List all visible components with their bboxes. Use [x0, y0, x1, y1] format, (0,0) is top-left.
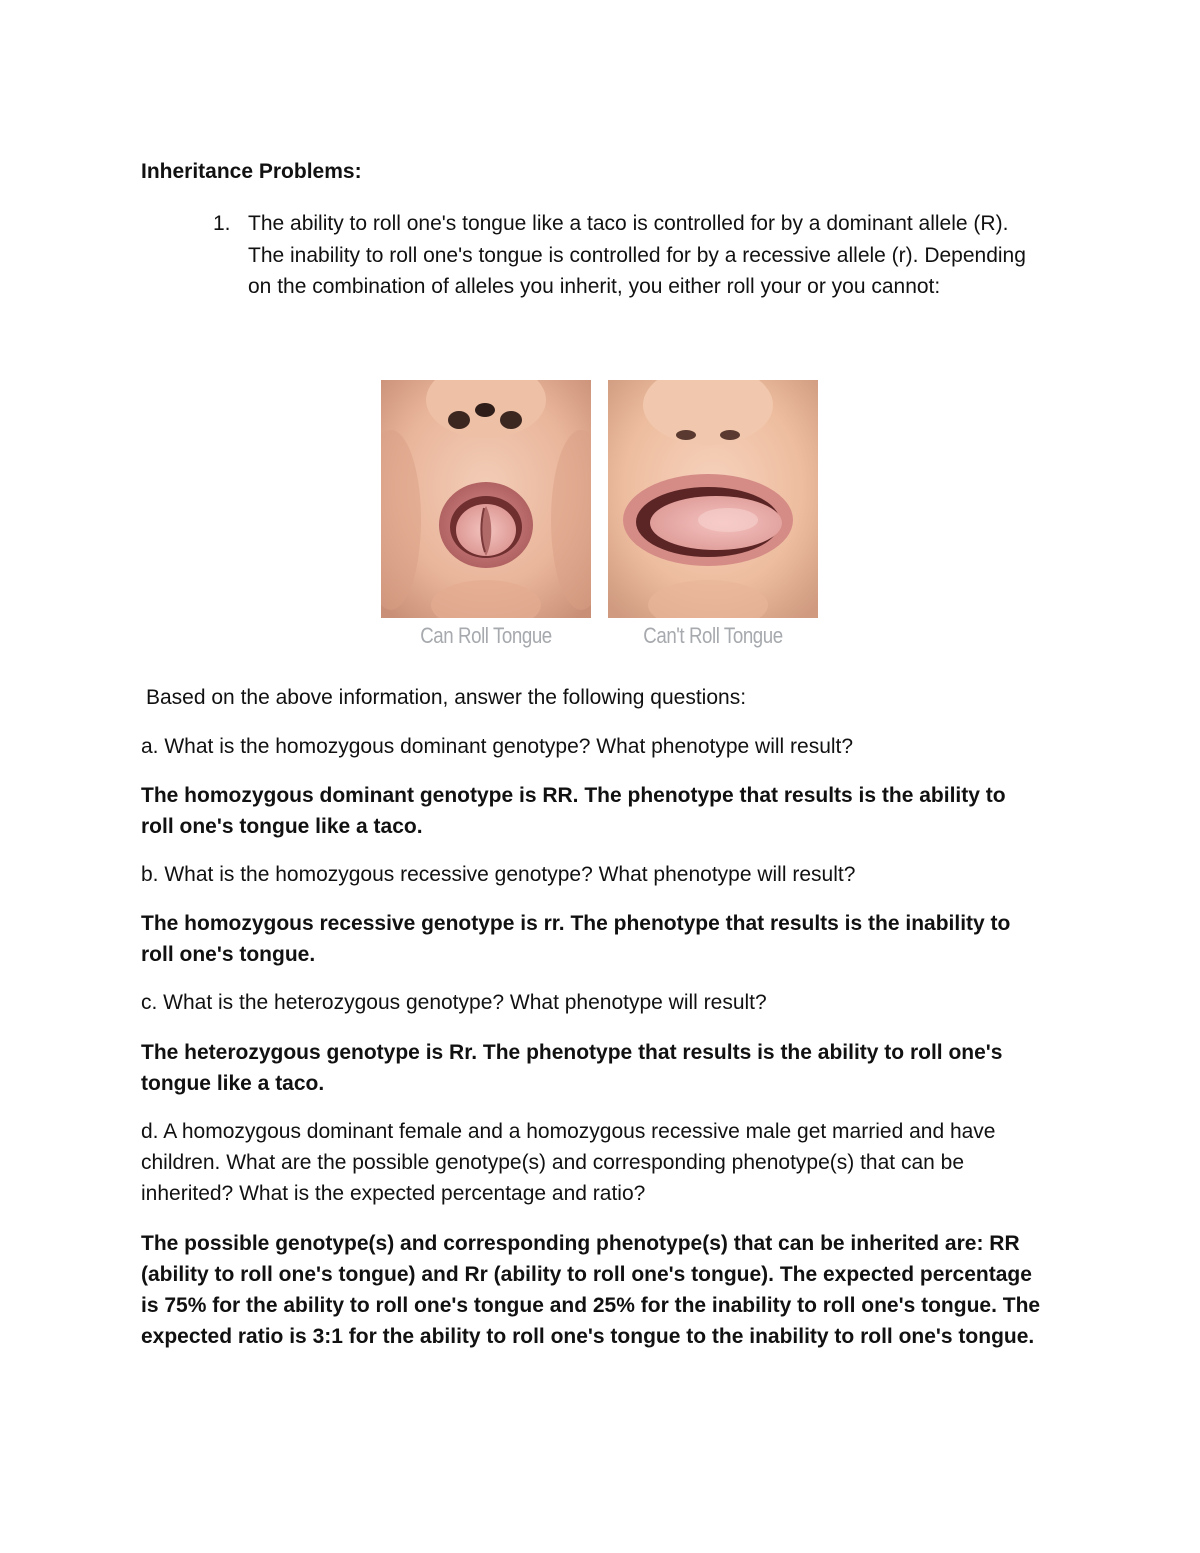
can-roll-tongue-photo — [381, 380, 591, 618]
cant-roll-tongue-caption: Can't Roll Tongue — [643, 623, 783, 648]
list-number: 1. — [213, 212, 231, 235]
tongue-rolling-figure — [381, 380, 821, 655]
answer-d: The possible genotype(s) and corresponding phenotype(s) that can be inherited are: RR (ability to roll one's tongue) and Rr (ability to roll one's tongue). The expected percentage is 75% for the ability to roll one's tongue and 25% for the inability to roll one's tongue. The expected ratio is 3:1 for the ability to roll one's tongue to the inability to roll one's tongue. — [141, 1232, 1041, 1348]
questions-intro: Based on the above information, answer the following questions: — [146, 686, 747, 709]
can-roll-tongue-caption: Can Roll Tongue — [420, 623, 552, 648]
problem-item-1 — [213, 208, 1073, 303]
page-title: Inheritance Problems: — [141, 160, 362, 183]
question-d: d. A homozygous dominant female and a homozygous recessive male get married and have children. What are the possible genotype(s) and corresponding phenotype(s) that can be inherited? What is the expected percentage and ratio? — [141, 1120, 996, 1205]
question-a: a. What is the homozygous dominant genotype? What phenotype will result? — [141, 735, 854, 758]
answer-b: The homozygous recessive genotype is rr. The phenotype that results is the inability to roll one's tongue. — [141, 912, 1011, 966]
answer-c: The heterozygous genotype is Rr. The phenotype that results is the ability to roll one's tongue like a taco. — [141, 1041, 1003, 1095]
question-c: c. What is the heterozygous genotype? What phenotype will result? — [141, 991, 767, 1014]
cant-roll-tongue-photo — [608, 380, 818, 618]
question-b: b. What is the homozygous recessive genotype? What phenotype will result? — [141, 863, 856, 886]
problem-description: The ability to roll one's tongue like a taco is controlled for by a dominant allele (R). The inability to roll one's tongue is controlled for by a recessive allele (r). Depending on the combination of alleles you inherit, you either roll your or you cannot: — [248, 212, 1026, 298]
answer-a: The homozygous dominant genotype is RR. The phenotype that results is the ability to roll one's tongue like a taco. — [141, 784, 1006, 838]
